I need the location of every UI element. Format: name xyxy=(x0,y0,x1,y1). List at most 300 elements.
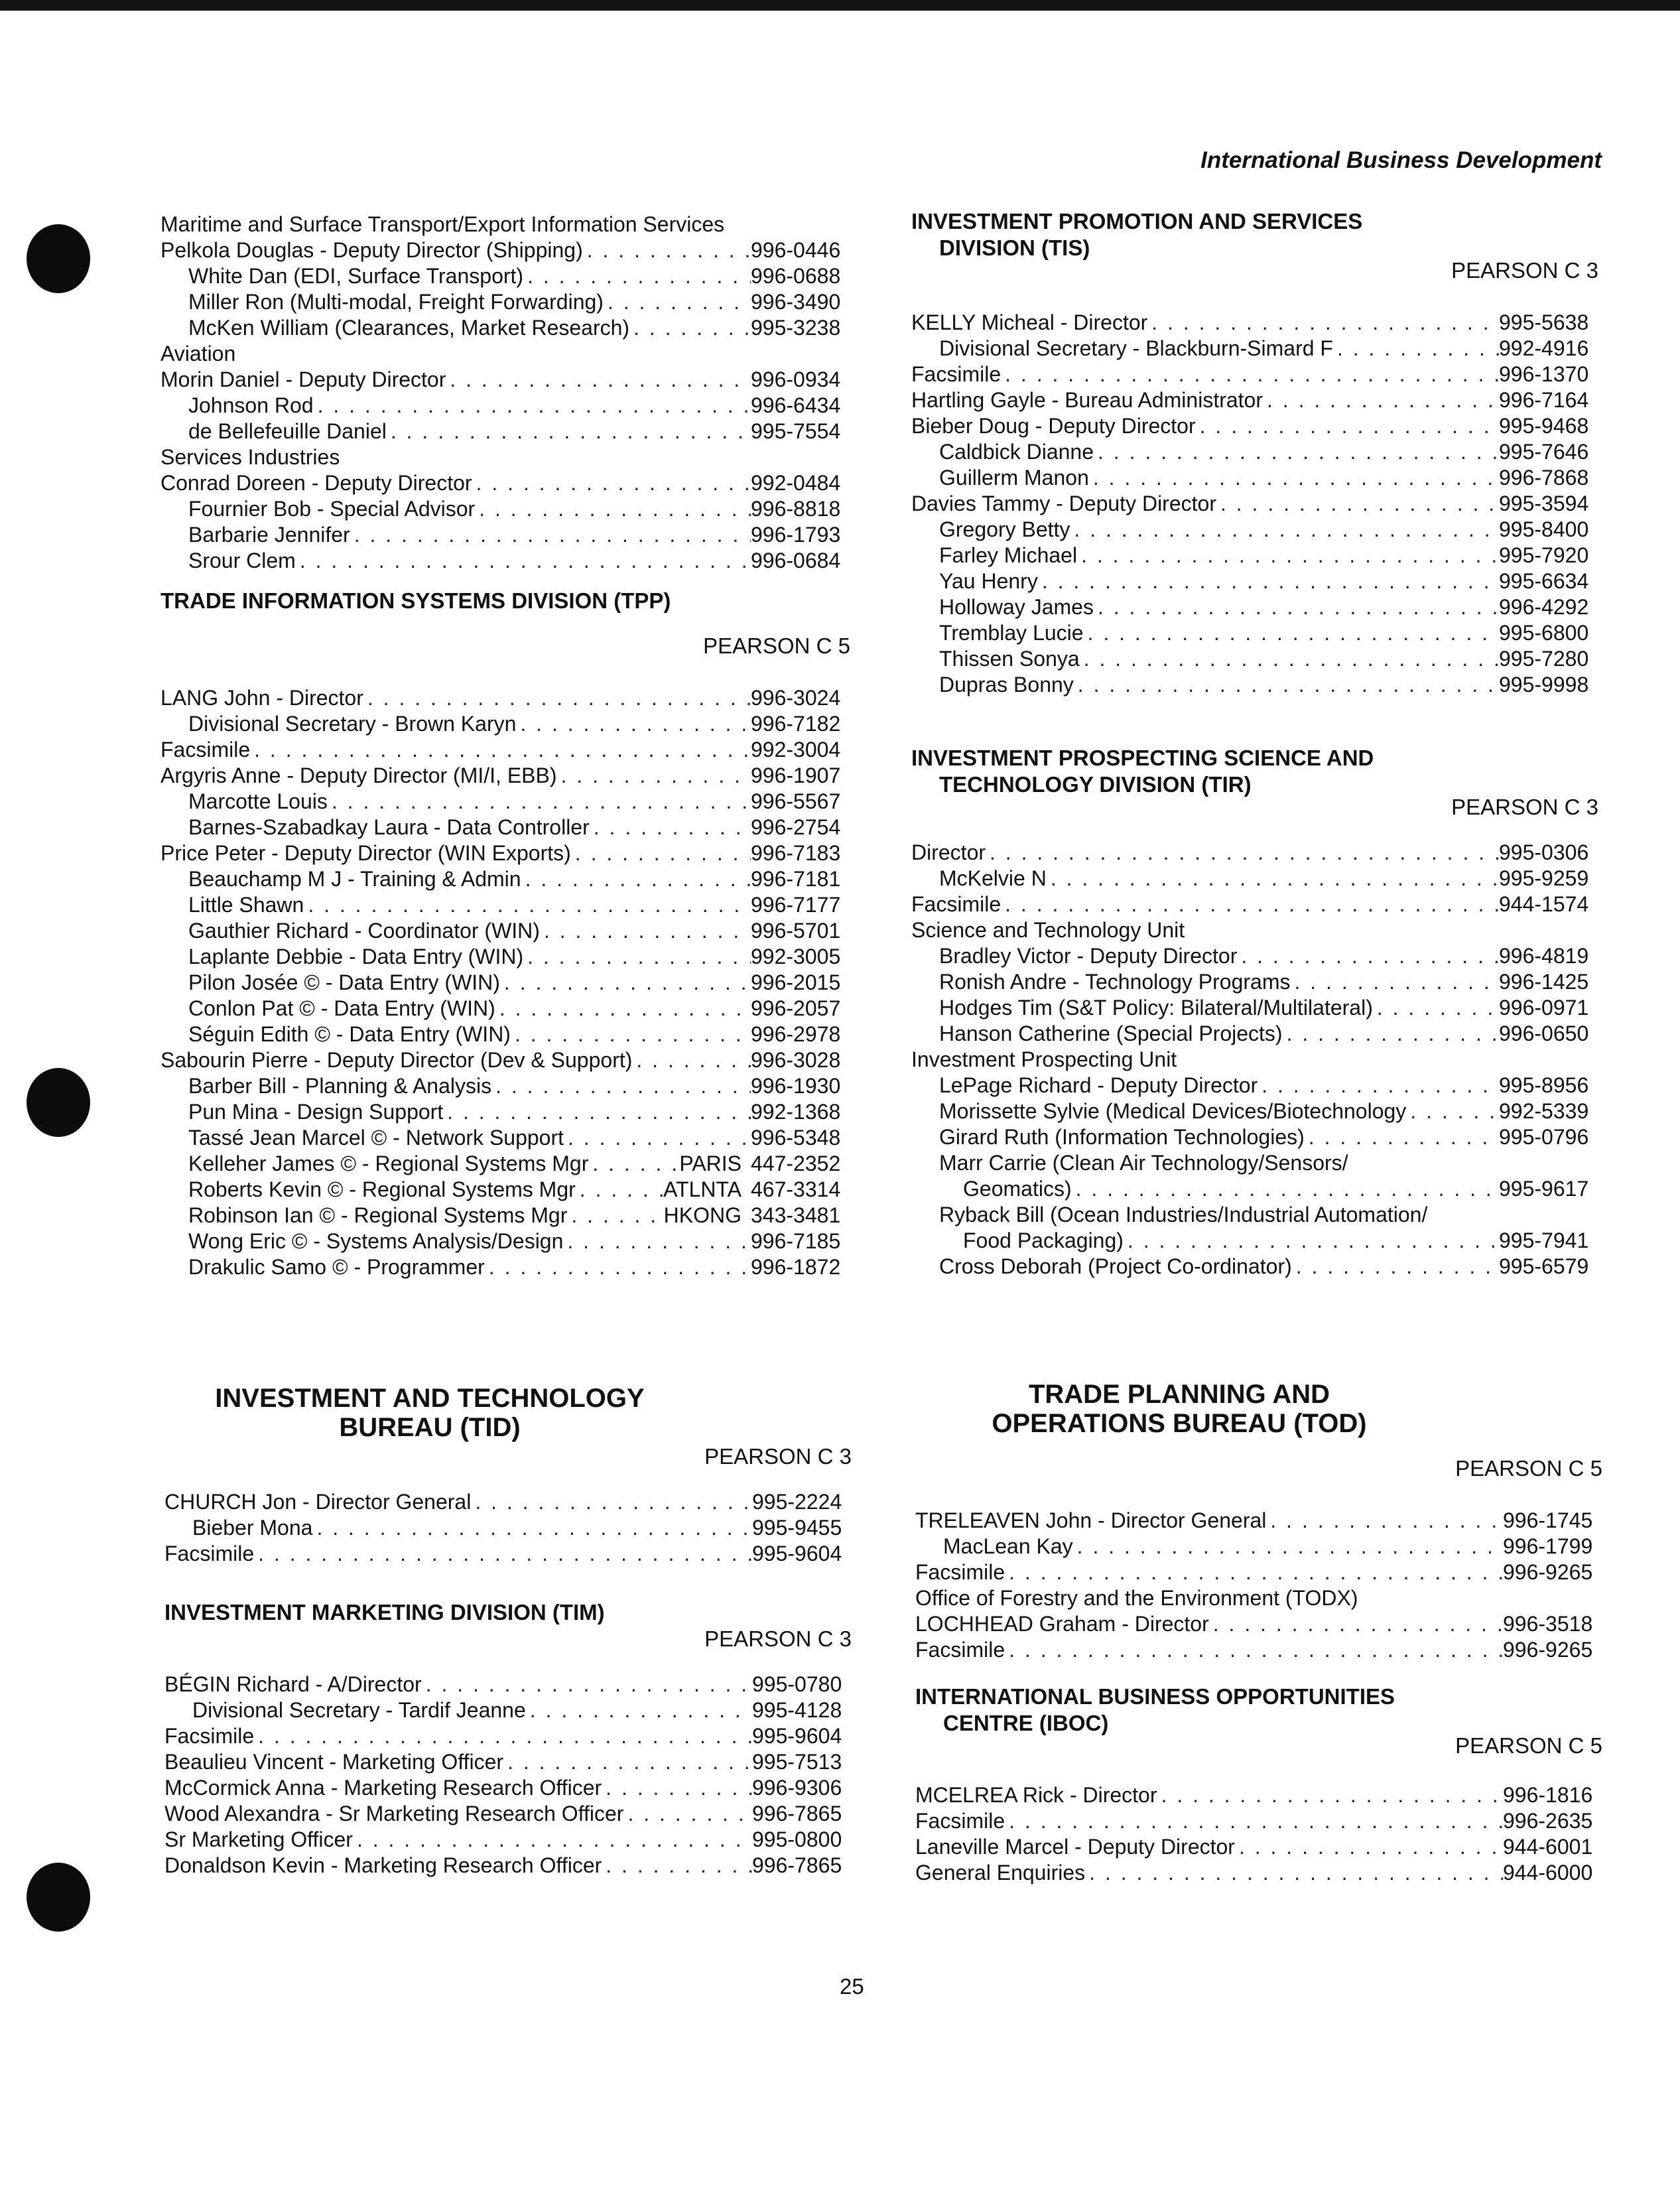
entry-name: Johnson Rod xyxy=(188,393,314,417)
entry-name: Divisional Secretary - Tardif Jeanne xyxy=(192,1698,526,1722)
directory-row xyxy=(911,1022,1598,1047)
entry-phone: 992-3004 xyxy=(751,738,841,761)
entry-phone: 467-3314 xyxy=(751,1177,841,1201)
entry-name: Gauthier Richard - Coordinator (WIN) xyxy=(188,919,540,943)
entry-phone: 992-4916 xyxy=(1499,336,1589,360)
directory-row xyxy=(161,1022,850,1048)
directory-row xyxy=(911,362,1598,388)
entry-name: Ronish Andre - Technology Programs xyxy=(939,970,1291,994)
entry-name: Hartling Gayle - Bureau Administrator xyxy=(911,388,1263,412)
entry-name: Director xyxy=(911,840,986,864)
directory-row xyxy=(915,1638,1602,1664)
entry-phone: 996-2057 xyxy=(751,996,841,1020)
entry-phone: 995-4128 xyxy=(752,1698,842,1722)
entry-name: Pelkola Douglas - Deputy Director (Shipping) xyxy=(161,238,583,262)
entry-phone: 996-6434 xyxy=(751,393,841,417)
directory-row xyxy=(915,1809,1602,1835)
ryback-name-line1: Ryback Bill (Ocean Industries/Industrial Automation/ xyxy=(939,1203,1428,1226)
entry-phone: 995-9468 xyxy=(1499,414,1589,438)
entry-name: Facsimile xyxy=(915,1638,1005,1662)
tir-sci-list xyxy=(911,944,1598,1047)
dot-leader xyxy=(583,238,751,263)
directory-row xyxy=(161,1203,850,1229)
directory-row xyxy=(161,1229,850,1255)
entry-name: Séguin Edith © - Data Entry (WIN) xyxy=(188,1022,511,1046)
entry-name: LANG John - Director xyxy=(161,686,363,710)
entry-name: McKen William (Clearances, Market Research) xyxy=(188,316,630,340)
directory-row xyxy=(161,523,850,549)
dot-leader xyxy=(571,841,751,866)
iboc-heading-line1: INTERNATIONAL BUSINESS OPPORTUNITIES xyxy=(915,1684,1395,1709)
cross-row xyxy=(911,1254,1598,1280)
entry-phone: 995-7280 xyxy=(1499,647,1589,671)
directory-row xyxy=(161,264,850,290)
entry-phone: 996-1872 xyxy=(751,1255,841,1279)
entry-phone: 996-2015 xyxy=(751,970,841,994)
dot-leader xyxy=(576,1177,663,1202)
entry-phone: 995-7513 xyxy=(752,1750,842,1774)
directory-row xyxy=(161,945,850,970)
dot-leader xyxy=(475,497,751,521)
entry-phone: 995-9604 xyxy=(752,1724,842,1748)
dot-leader xyxy=(387,419,751,444)
tod-heading-line2: OPERATIONS BUREAU (TOD) xyxy=(992,1409,1367,1438)
iboc-heading-line2: CENTRE (IBOC) xyxy=(943,1711,1109,1735)
directory-row xyxy=(164,1750,852,1776)
entry-phone: 992-5339 xyxy=(1499,1099,1589,1123)
unit-title: Science and Technology Unit xyxy=(911,918,1185,942)
dot-leader xyxy=(353,1827,752,1852)
directory-row xyxy=(911,1125,1598,1151)
directory-row xyxy=(161,316,850,342)
entry-phone: 996-7185 xyxy=(751,1229,841,1253)
directory-row xyxy=(911,970,1598,996)
dot-leader xyxy=(523,264,751,289)
page-number: 25 xyxy=(840,1974,864,1999)
dot-leader xyxy=(443,1100,751,1124)
dot-leader xyxy=(1084,621,1499,645)
dot-leader xyxy=(986,840,1499,865)
dot-leader xyxy=(314,393,751,418)
tis-heading-line2: DIVISION (TIS) xyxy=(939,235,1090,260)
entry-phone: 996-0688 xyxy=(751,264,841,288)
directory-row xyxy=(164,1802,852,1827)
dot-leader xyxy=(254,1542,752,1566)
entry-phone: 995-3594 xyxy=(1499,492,1589,515)
entry-name: Divisional Secretary - Brown Karyn xyxy=(188,712,517,736)
entry-phone: 996-7865 xyxy=(752,1802,842,1825)
entry-phone: 447-2352 xyxy=(751,1152,841,1175)
entry-name: Facsimile xyxy=(915,1809,1005,1833)
directory-row xyxy=(164,1776,852,1802)
entry-name: Divisional Secretary - Blackburn-Simard F xyxy=(939,336,1333,360)
tis-heading xyxy=(911,208,1598,261)
entry-name: Hodges Tim (S&T Policy: Bilateral/Multilateral) xyxy=(939,996,1373,1020)
dot-leader xyxy=(1077,543,1499,568)
entry-name: Donaldson Kevin - Marketing Research Officer xyxy=(164,1853,602,1877)
directory-row xyxy=(911,466,1598,492)
entry-phone: 996-7181 xyxy=(751,867,841,891)
dot-leader xyxy=(1157,1783,1504,1808)
entry-phone: 996-0446 xyxy=(751,238,841,262)
entry-phone: 995-7646 xyxy=(1499,440,1589,464)
entry-phone: 996-7177 xyxy=(751,893,841,917)
tir-heading xyxy=(911,745,1598,798)
tir-location: PEARSON C 3 xyxy=(1451,795,1598,819)
ryback-phone: 995-7941 xyxy=(1499,1228,1589,1252)
entry-name: Thissen Sonya xyxy=(939,647,1080,671)
directory-row xyxy=(161,238,850,264)
dot-leader xyxy=(521,867,751,892)
directory-row xyxy=(164,1698,852,1724)
directory-row xyxy=(161,841,850,867)
tod-heading-line1: TRADE PLANNING AND xyxy=(1028,1380,1330,1409)
entry-name: Drakulic Samo © - Programmer xyxy=(188,1255,485,1279)
entry-phone: 996-9265 xyxy=(1503,1638,1593,1662)
entry-name: Roberts Kevin © - Regional Systems Mgr xyxy=(188,1177,576,1201)
entry-phone: 995-0800 xyxy=(752,1827,842,1851)
binder-hole xyxy=(27,1863,90,1932)
entry-name: Barber Bill - Planning & Analysis xyxy=(188,1074,492,1098)
dot-leader xyxy=(1216,492,1499,516)
entry-name: Holloway James xyxy=(939,595,1094,619)
binder-hole xyxy=(27,1068,90,1137)
entry-phone: 996-0971 xyxy=(1499,996,1589,1020)
entry-phone: 996-7868 xyxy=(1499,466,1589,490)
dot-leader xyxy=(422,1672,752,1697)
dot-leader xyxy=(1094,595,1499,620)
entry-name: Farley Michael xyxy=(939,543,1078,567)
directory-row xyxy=(911,621,1598,647)
directory-row xyxy=(915,1534,1602,1560)
directory-row xyxy=(915,1783,1602,1809)
directory-row xyxy=(911,414,1598,440)
entry-name: Morin Daniel - Deputy Director xyxy=(161,367,446,391)
directory-row xyxy=(161,1177,850,1203)
dot-leader xyxy=(472,471,751,496)
directory-row xyxy=(911,336,1598,362)
dot-leader xyxy=(1283,1022,1499,1046)
entry-phone: 995-9604 xyxy=(752,1542,842,1565)
entry-phone: 996-3024 xyxy=(751,686,841,710)
entry-phone: 996-7182 xyxy=(751,712,841,736)
dot-leader xyxy=(602,1853,752,1878)
entry-name: McKelvie N xyxy=(939,866,1047,890)
entry-name: Wong Eric © - Systems Analysis/Design xyxy=(188,1229,564,1253)
directory-row xyxy=(161,893,850,919)
directory-row xyxy=(915,1560,1602,1586)
dot-leader xyxy=(629,316,751,340)
directory-row xyxy=(164,1490,852,1516)
directory-row xyxy=(911,569,1598,595)
dot-leader xyxy=(1235,1835,1503,1859)
directory-row xyxy=(911,1073,1598,1099)
dot-leader xyxy=(1094,440,1499,464)
entry-name: Conlon Pat © - Data Entry (WIN) xyxy=(188,996,495,1020)
entry-phone: 996-0934 xyxy=(751,367,841,391)
entry-name: Robinson Ian © - Regional Systems Mgr xyxy=(188,1203,568,1227)
entry-name: White Dan (EDI, Surface Transport) xyxy=(188,264,524,288)
directory-row xyxy=(164,1724,852,1750)
dot-leader xyxy=(516,712,751,736)
section-title: Aviation xyxy=(161,342,236,365)
directory-row xyxy=(161,471,850,497)
unit-title: Investment Prospecting Unit xyxy=(911,1047,1177,1071)
entry-phone: 996-1745 xyxy=(1503,1508,1593,1532)
entry-phone: 996-2754 xyxy=(751,815,841,839)
directory-row xyxy=(911,517,1598,543)
right-column-bottom xyxy=(915,1380,1602,1887)
dot-leader xyxy=(526,1698,752,1723)
directory-row xyxy=(161,763,850,789)
directory-row xyxy=(164,1853,852,1879)
entry-phone: 995-2224 xyxy=(752,1490,842,1514)
entry-name: Facsimile xyxy=(161,738,251,761)
entry-phone: 343-3481 xyxy=(751,1203,841,1227)
entry-phone: 995-9259 xyxy=(1499,866,1589,890)
tid-heading-line2: BUREAU (TID) xyxy=(339,1413,521,1442)
marr-row xyxy=(911,1177,1598,1203)
entry-phone: 996-1816 xyxy=(1503,1783,1593,1807)
entry-phone: 944-6000 xyxy=(1503,1861,1593,1885)
directory-row xyxy=(915,1835,1602,1861)
entry-name: TRELEAVEN John - Director General xyxy=(915,1508,1267,1532)
entry-name: Marcotte Louis xyxy=(188,789,328,813)
entry-location: ATLNTA xyxy=(663,1177,742,1201)
entry-phone: 996-1370 xyxy=(1499,362,1589,386)
dot-leader xyxy=(1263,388,1499,413)
entry-name: MCELREA Rick - Director xyxy=(915,1783,1157,1807)
entry-phone: 996-7865 xyxy=(752,1853,842,1877)
directory-row xyxy=(911,866,1598,892)
tir-heading-line2: TECHNOLOGY DIVISION (TIR) xyxy=(939,772,1252,797)
directory-row xyxy=(911,840,1598,866)
binder-hole xyxy=(27,224,90,293)
dot-leader xyxy=(1070,517,1499,542)
tis-heading-line1: INVESTMENT PROMOTION AND SERVICES xyxy=(911,209,1363,233)
tpp-heading: TRADE INFORMATION SYSTEMS DIVISION (TPP) xyxy=(161,588,671,613)
dot-leader xyxy=(588,1152,679,1176)
directory-row xyxy=(161,686,850,712)
entry-name: Bieber Mona xyxy=(192,1516,313,1540)
entry-name: Bieber Doug - Deputy Director xyxy=(911,414,1196,438)
tir-heading-line1: INVESTMENT PROSPECTING SCIENCE AND xyxy=(911,746,1374,770)
directory-row xyxy=(161,1100,850,1126)
entry-phone: 995-9998 xyxy=(1499,673,1589,696)
entry-name: Pilon Josée © - Data Entry (WIN) xyxy=(188,970,500,994)
entry-phone: 996-4292 xyxy=(1499,595,1589,619)
marr-name-line2: Geomatics) xyxy=(963,1177,1072,1201)
entry-phone: 944-6001 xyxy=(1503,1835,1593,1859)
tis-location: PEARSON C 3 xyxy=(1451,258,1598,283)
entry-name: Sabourin Pierre - Deputy Director (Dev & Support) xyxy=(161,1048,633,1072)
directory-row xyxy=(911,996,1598,1022)
entry-name: General Enquiries xyxy=(915,1861,1086,1885)
entry-name: MacLean Kay xyxy=(943,1534,1073,1558)
page-header-title: International Business Development xyxy=(1200,147,1602,173)
dot-leader xyxy=(1073,1534,1503,1559)
dot-leader xyxy=(363,686,751,710)
dot-leader xyxy=(1237,944,1499,968)
dot-leader xyxy=(312,1516,752,1540)
dot-leader xyxy=(1089,466,1499,490)
entry-name: LOCHHEAD Graham - Director xyxy=(915,1612,1209,1636)
section-title: Services Industries xyxy=(161,445,340,469)
dot-leader xyxy=(485,1255,751,1280)
tid-list xyxy=(164,1490,852,1567)
entry-name: Price Peter - Deputy Director (WIN Exports) xyxy=(161,841,571,865)
entry-location: HKONG xyxy=(663,1203,742,1227)
directory-row xyxy=(164,1672,852,1698)
dot-leader xyxy=(1147,310,1499,335)
entry-phone: 996-7183 xyxy=(751,841,841,865)
entry-name: Facsimile xyxy=(915,1560,1005,1584)
iboc-list xyxy=(915,1783,1602,1887)
directory-row xyxy=(911,440,1598,466)
todx-list xyxy=(915,1612,1602,1664)
dot-leader xyxy=(491,1074,751,1098)
entry-phone: 944-1574 xyxy=(1499,892,1589,916)
dot-leader xyxy=(564,1126,751,1150)
entry-phone: 996-7164 xyxy=(1499,388,1589,412)
directory-row xyxy=(164,1542,852,1567)
tpp-location: PEARSON C 5 xyxy=(703,633,850,658)
entry-name: Facsimile xyxy=(164,1542,255,1565)
dot-leader xyxy=(1209,1612,1503,1636)
cross-name: Cross Deborah (Project Co-ordinator) xyxy=(939,1254,1292,1278)
directory-row xyxy=(161,1048,850,1074)
dot-leader xyxy=(632,1048,751,1073)
directory-row xyxy=(161,393,850,419)
entry-location: PARIS xyxy=(679,1152,742,1175)
section-title: Maritime and Surface Transport/Export Information Services xyxy=(161,212,725,236)
dot-leader xyxy=(563,1229,751,1254)
dot-leader xyxy=(602,1776,752,1800)
directory-row xyxy=(911,388,1598,414)
dot-leader xyxy=(567,1203,663,1228)
entry-phone: 995-7920 xyxy=(1499,543,1589,567)
dot-leader xyxy=(1333,336,1499,361)
dot-leader xyxy=(328,789,751,814)
dot-leader xyxy=(604,290,751,314)
entry-name: BÉGIN Richard - A/Director xyxy=(164,1672,422,1696)
dot-leader xyxy=(1005,1809,1503,1833)
entry-phone: 996-1907 xyxy=(751,763,841,787)
directory-row xyxy=(161,815,850,841)
entry-phone: 996-9265 xyxy=(1503,1560,1593,1584)
entry-phone: 995-9455 xyxy=(752,1516,842,1540)
entry-phone: 996-1799 xyxy=(1503,1534,1593,1558)
dot-leader xyxy=(590,815,751,840)
dot-leader xyxy=(350,523,751,547)
directory-row xyxy=(911,892,1598,918)
iboc-location: PEARSON C 5 xyxy=(1455,1733,1602,1758)
directory-row xyxy=(161,1152,850,1177)
entry-phone: 995-8956 xyxy=(1499,1073,1589,1097)
left-column-bottom xyxy=(164,1384,852,1879)
dot-leader xyxy=(1047,866,1499,891)
dot-leader xyxy=(471,1490,752,1514)
directory-row xyxy=(161,867,850,893)
entry-name: Little Shawn xyxy=(188,893,304,917)
directory-row xyxy=(164,1516,852,1542)
aviation-list xyxy=(161,367,850,445)
dot-leader xyxy=(523,945,751,969)
entry-name: Laplante Debbie - Data Entry (WIN) xyxy=(188,945,524,968)
entry-phone: 992-3005 xyxy=(751,945,841,968)
entry-name: McCormick Anna - Marketing Research Officer xyxy=(164,1776,602,1800)
ryback-row xyxy=(911,1228,1598,1254)
dot-leader xyxy=(1074,673,1499,697)
tid-heading-line1: INVESTMENT AND TECHNOLOGY xyxy=(215,1384,645,1413)
entry-phone: 996-0684 xyxy=(751,549,841,572)
entry-name: Hanson Catherine (Special Projects) xyxy=(939,1022,1283,1045)
entry-name: Argyris Anne - Deputy Director (MI/I, EBB) xyxy=(161,763,557,787)
entry-name: Davies Tammy - Deputy Director xyxy=(911,492,1216,515)
tod-location: PEARSON C 5 xyxy=(1455,1456,1602,1481)
dot-leader xyxy=(1085,1861,1503,1885)
dot-leader xyxy=(511,1022,751,1047)
cross-phone: 995-6579 xyxy=(1499,1254,1589,1278)
entry-phone: 995-8400 xyxy=(1499,517,1589,541)
entry-phone: 996-5701 xyxy=(751,919,841,943)
entry-phone: 995-5638 xyxy=(1499,310,1589,334)
entry-phone: 995-7554 xyxy=(751,419,841,443)
directory-row xyxy=(911,647,1598,673)
right-column-top xyxy=(911,208,1598,1280)
dot-leader xyxy=(1258,1073,1499,1098)
marr-phone: 995-9617 xyxy=(1499,1177,1589,1201)
dot-leader xyxy=(503,1750,752,1774)
services-list xyxy=(161,471,850,574)
entry-name: Tremblay Lucie xyxy=(939,621,1084,645)
dot-leader xyxy=(304,893,751,917)
directory-row xyxy=(161,919,850,945)
directory-row xyxy=(161,712,850,738)
dot-leader xyxy=(1305,1125,1499,1150)
entry-phone: 996-1930 xyxy=(751,1074,841,1098)
entry-phone: 996-4819 xyxy=(1499,944,1589,968)
directory-row xyxy=(164,1827,852,1853)
entry-phone: 996-5567 xyxy=(751,789,841,813)
maritime-list xyxy=(161,238,850,342)
dot-leader xyxy=(1001,892,1499,917)
entry-name: Barbarie Jennifer xyxy=(188,523,350,547)
directory-row xyxy=(161,497,850,523)
todx-title: Office of Forestry and the Environment (TODX) xyxy=(915,1586,1358,1610)
entry-name: Caldbick Dianne xyxy=(939,440,1094,464)
entry-phone: 996-3490 xyxy=(751,290,841,314)
entry-name: Beaulieu Vincent - Marketing Officer xyxy=(164,1750,504,1774)
directory-row xyxy=(915,1861,1602,1887)
entry-name: Pun Mina - Design Support xyxy=(188,1100,444,1124)
entry-name: CHURCH Jon - Director General xyxy=(164,1490,472,1514)
directory-row xyxy=(911,492,1598,517)
marr-name-line1: Marr Carrie (Clean Air Technology/Sensors/ xyxy=(939,1151,1348,1175)
tir-list xyxy=(911,840,1598,918)
directory-row xyxy=(161,549,850,574)
entry-name: Bradley Victor - Deputy Director xyxy=(939,944,1238,968)
entry-name: Wood Alexandra - Sr Marketing Research Officer xyxy=(164,1802,624,1825)
entry-phone: 995-0306 xyxy=(1499,840,1589,864)
entry-name: Facsimile xyxy=(911,892,1002,916)
entry-name: de Bellefeuille Daniel xyxy=(188,419,387,443)
scan-top-edge xyxy=(0,0,1680,11)
dot-leader xyxy=(1292,1254,1499,1279)
dot-leader xyxy=(296,549,751,573)
dot-leader xyxy=(1005,1638,1503,1662)
tid-location: PEARSON C 3 xyxy=(704,1444,852,1469)
